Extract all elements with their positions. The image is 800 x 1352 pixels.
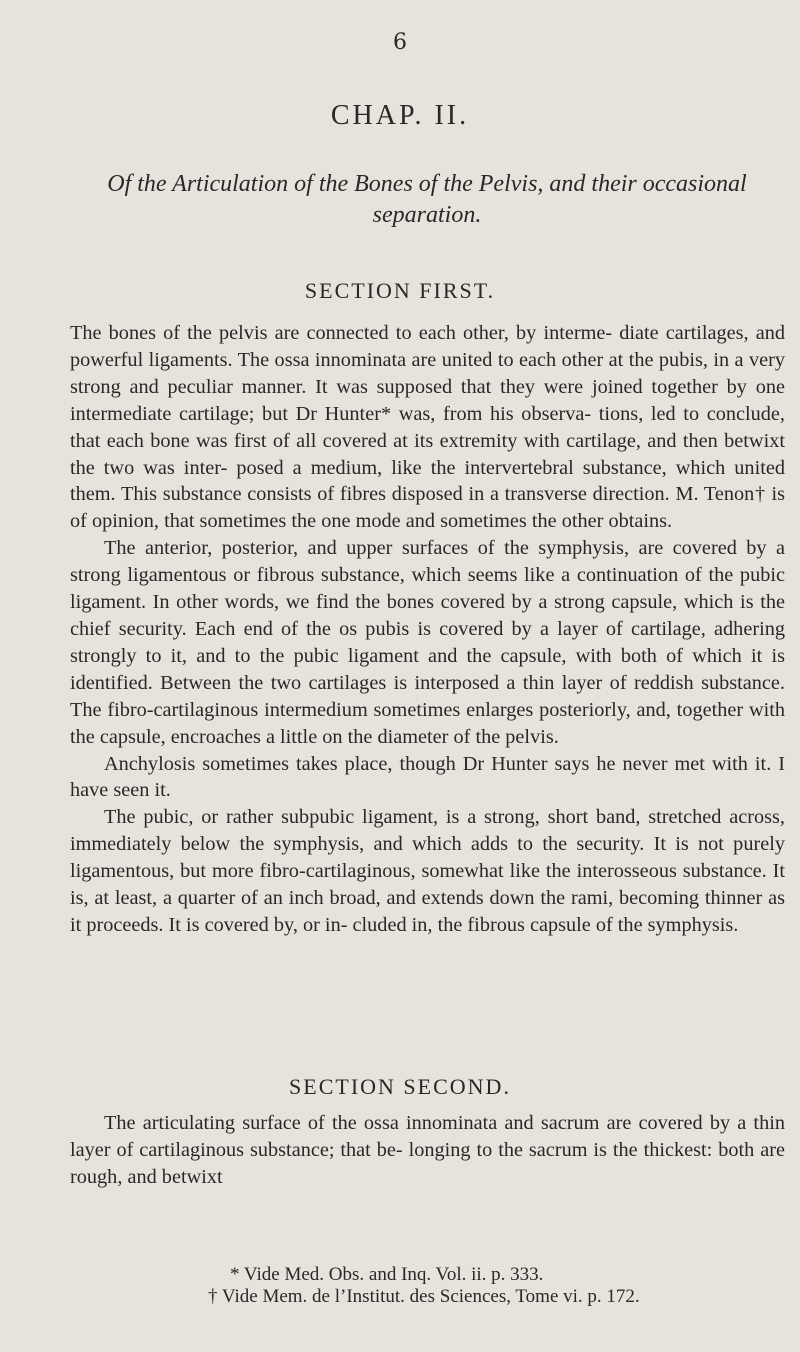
paragraph: The articulating surface of the ossa innominata and sacrum are covered by a thin layer of cartilaginous substance; that be- longing to the sacrum is the thickest: both are rough, and betwixt: [70, 1112, 785, 1188]
section-second-heading: SECTION SECOND.: [289, 1074, 511, 1099]
paragraph: The pubic, or rather subpubic ligament, is a strong, short band, stretched across, immediately below the symphysis, and which adds to the security. It is not purely ligamentous, but more fibro-cartilaginous, somewhat like the interosseous substance. It is, at least, a quarter of an inch broad, and extends down the rami, becoming thinner as it proceeds. It is covered by, or in- cluded in, the fibrous capsule of the symphysis.: [70, 806, 785, 936]
page-number: 6: [393, 30, 407, 55]
chapter-heading: CHAP. II.: [330, 100, 470, 131]
paragraph: The anterior, posterior, and upper surfaces of the symphysis, are covered by a strong ligamentous or fibrous substance, which seems like a continuation of the pubic ligament. In other words, we find the bones covered by a strong capsule, which is the chief security. Each end of the os pubis is covered by a layer of cartilage, adhering strongly to it, and to the pubic ligament and the capsule, with both of which it is identified. Between the two cartilages is interposed a thin layer of reddish substance. The fibro-cartilaginous intermedium sometimes enlarges posteriorly, and, together with the capsule, encroaches a little on the diameter of the pelvis.: [70, 537, 785, 748]
footnotes: [70, 1264, 785, 1308]
footnote: * Vide Med. Obs. and Inq. Vol. ii. p. 333.: [230, 1264, 544, 1285]
section-second-body: [70, 1110, 785, 1191]
paragraph: Anchylosis sometimes takes place, though Dr Hunter says he never met with it. I have seen it.: [70, 752, 785, 802]
chapter-subtitle: Of the Articulation of the Bones of the Pelvis, and their occasional separation.: [107, 171, 747, 228]
section-first-body: [70, 320, 785, 939]
paragraph: The bones of the pelvis are connected to each other, by interme- diate cartilages, and powerful ligaments. The ossa innominata are united to each other at the pubis, in a very strong and peculiar manner. It was supposed that they were joined together by one intermediate cartilage; but Dr Hunter* was, from his observa- tions, led to conclude, that each bone was first of all covered at its extremity with cartilage, and then betwixt the two was inter- posed a medium, like the intervertebral substance, which united them. This substance consists of fibres disposed in a transverse direction. M. Tenon† is of opinion, that sometimes the one mode and sometimes the other obtains.: [70, 322, 785, 533]
footnote: † Vide Mem. de l’Institut. des Sciences, Tome vi. p. 172.: [208, 1286, 640, 1307]
section-first-heading: SECTION FIRST.: [304, 278, 496, 303]
